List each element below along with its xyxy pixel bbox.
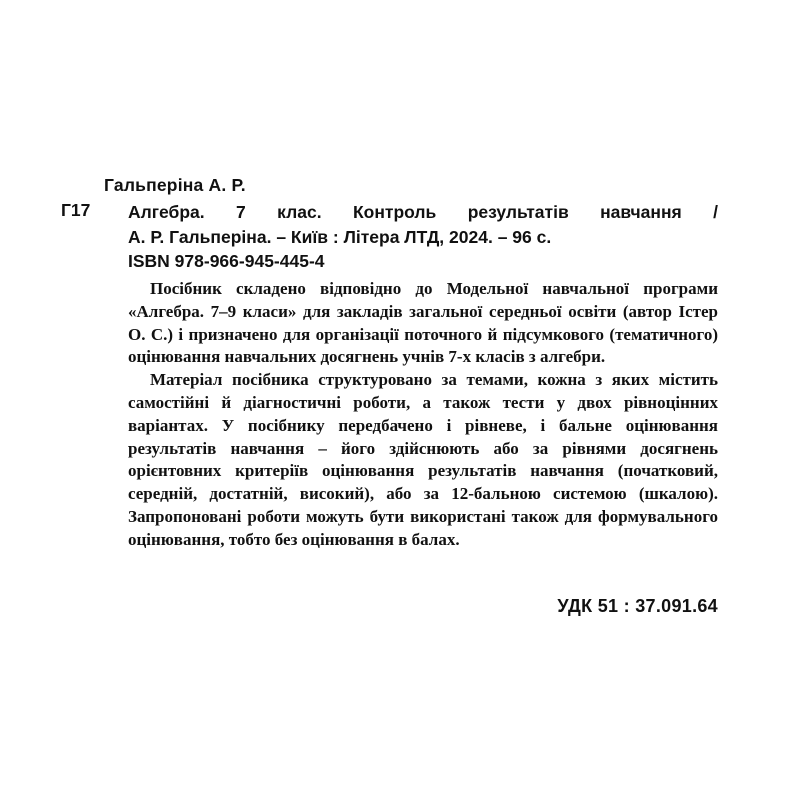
udc-code: УДК 51 : 37.091.64 [557,596,718,616]
bibliography-title-line: Алгебра. 7 клас. Контроль результатів навчання / [128,202,718,222]
abstract [128,278,718,552]
author-name: Гальперіна А. Р. [104,175,246,195]
bibliographic-record [128,200,718,274]
catalog-code: Г17 [61,200,91,220]
isbn: ISBN 978-966-945-445-4 [128,251,325,271]
abstract-paragraph: Матеріал посібника структуровано за темами, кожна з яких містить самостійні й діагностичні роботи, а також тести у двох рівноцінних варіантах. У посібнику передбачено і рівневе, і бальне оцінювання результатів навчання – його здійснюють або за рівнями досягнень орієнтовних критеріїв оцінювання результатів навчання (початковий, середній, достатній, високий), або за 12-бальною системою (шкалою). Запропоновані роботи можуть бути використані також для формувального оцінювання, тобто без оцінювання в балах. [128,370,718,549]
abstract-paragraph: Посібник складено відповідно до Модельної навчальної програми «Алгебра. 7–9 класи» для закладів загальної середньої освіти (автор Істер О. С.) і призначено для організації поточного й підсумкового (тематичного) оцінювання навчальних досягнень учнів 7-х класів з алгебри. [128,279,718,367]
bibliography-publisher-line: А. Р. Гальперіна. – Київ : Літера ЛТД, 2024. – 96 с. [128,226,552,247]
